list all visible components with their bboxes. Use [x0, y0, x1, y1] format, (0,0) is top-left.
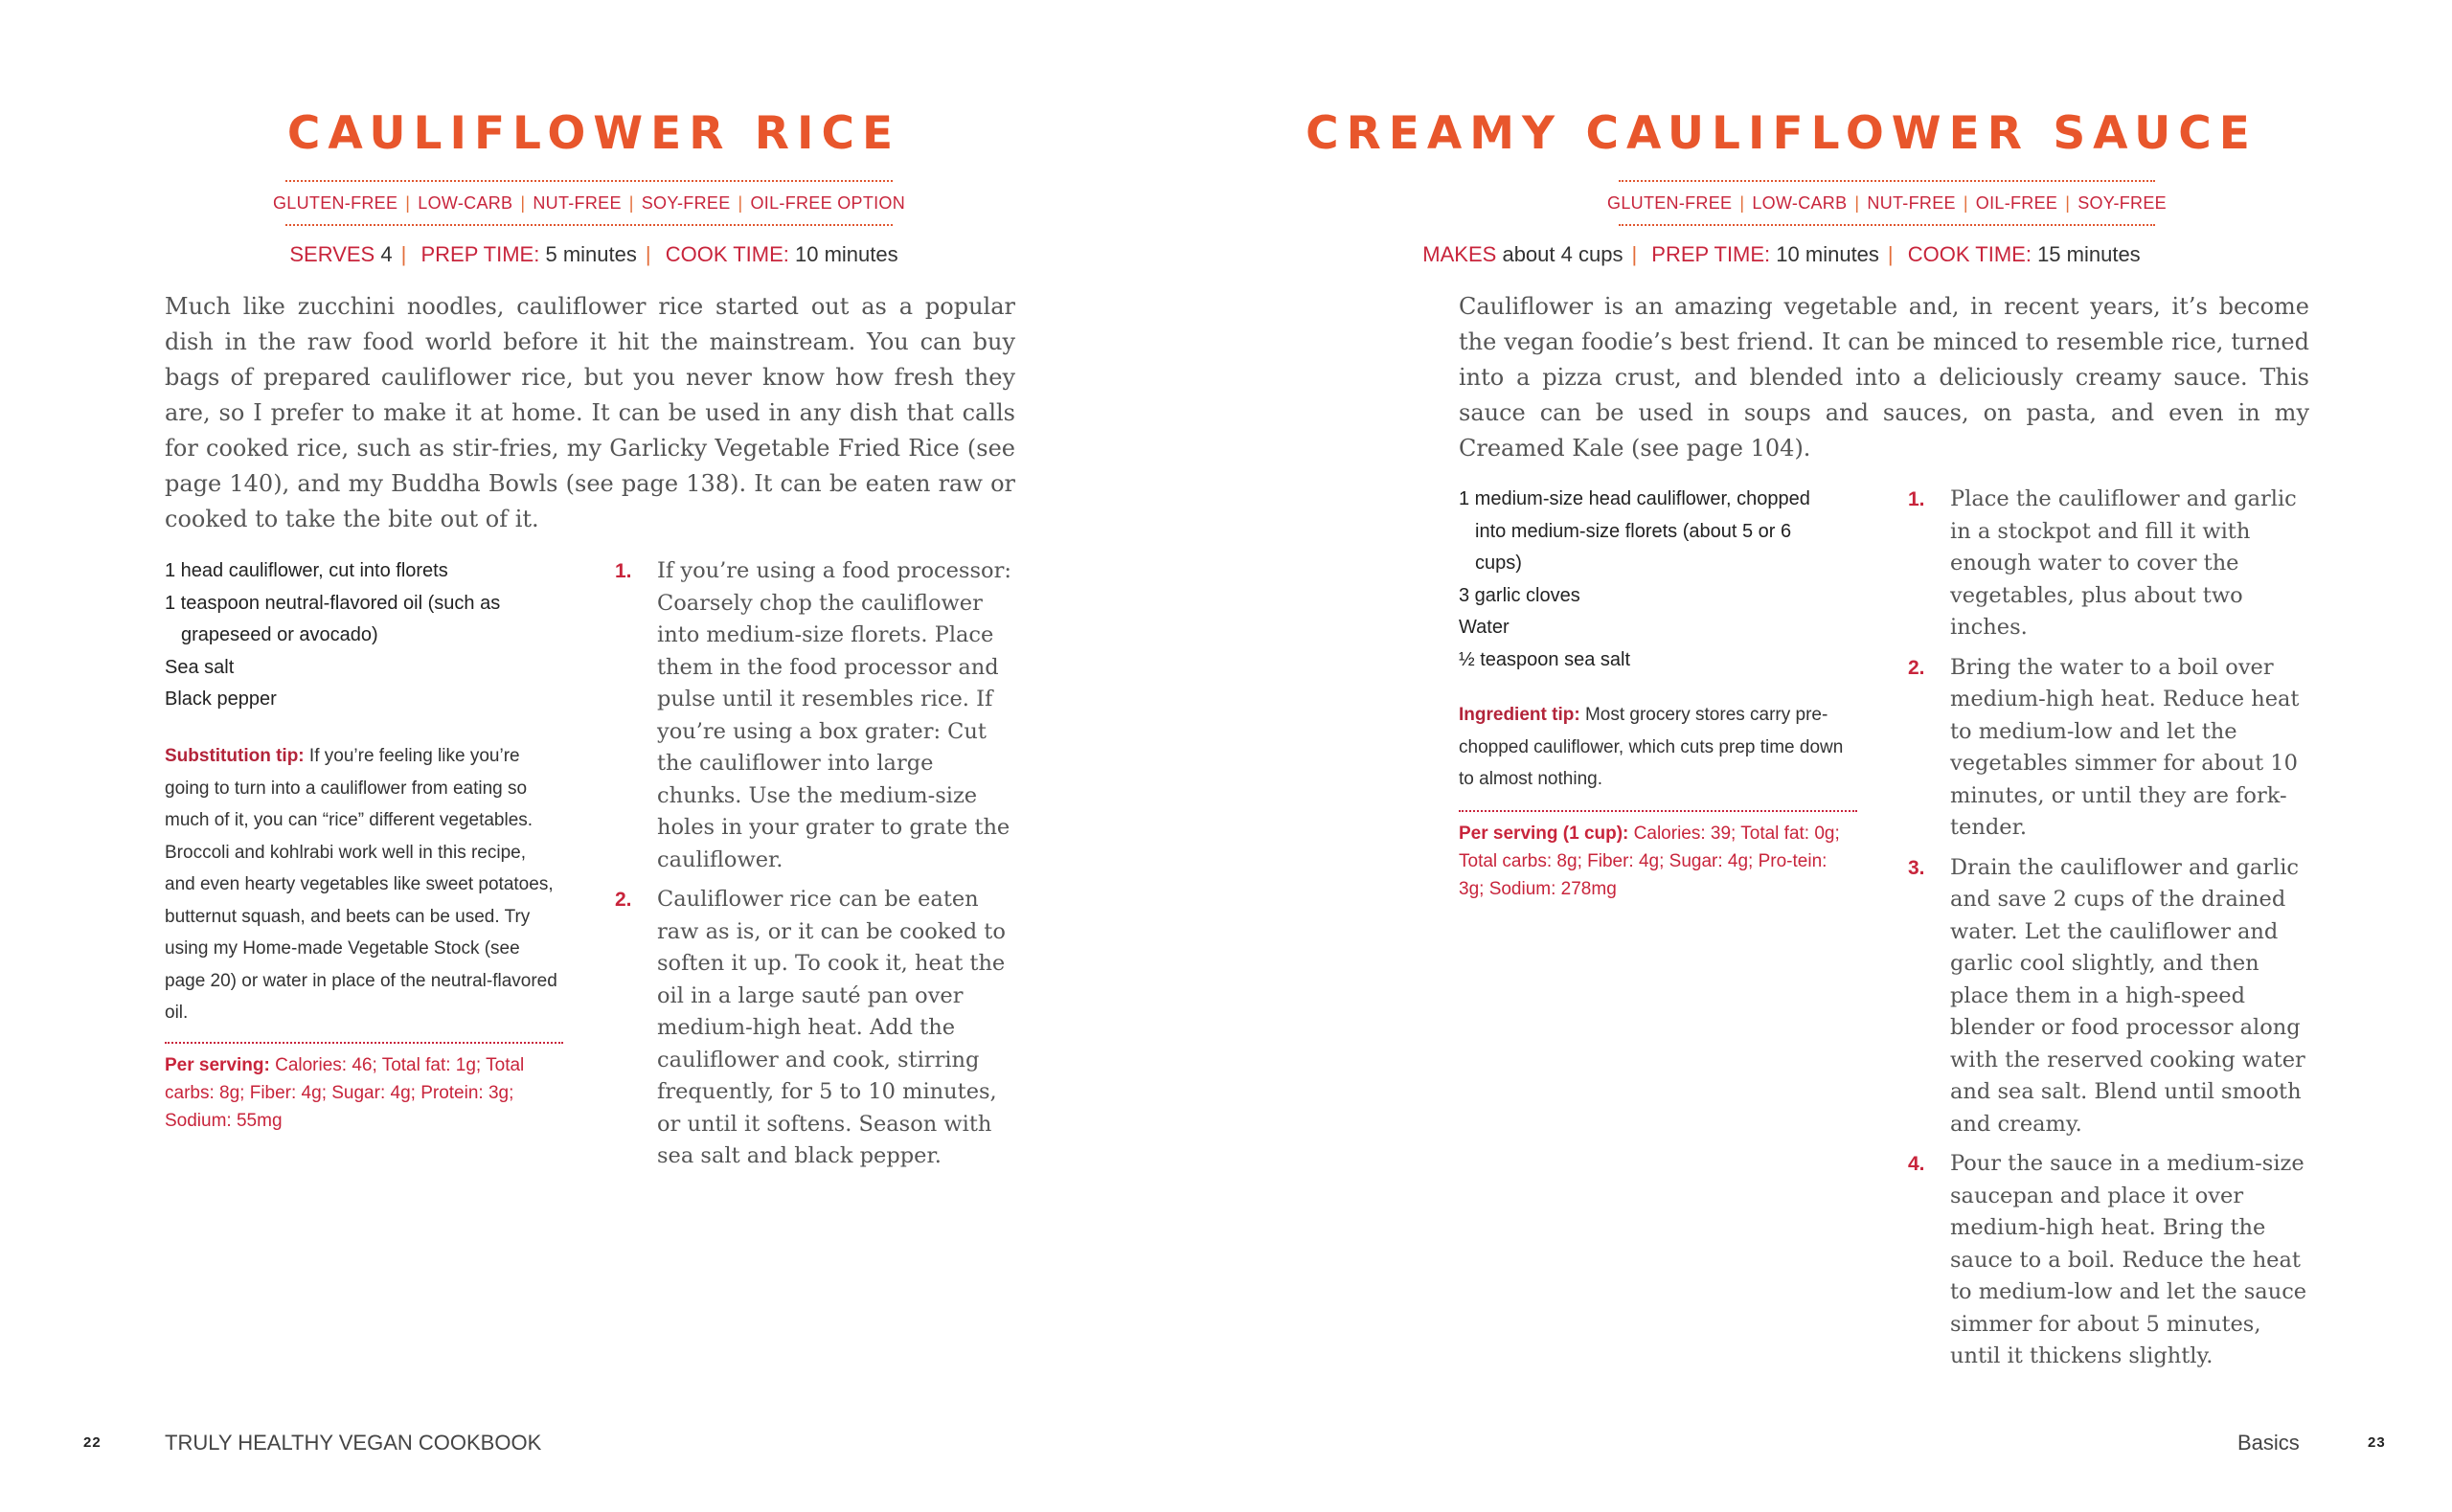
recipe-intro: Much like zucchini noodles, cauliflower rice started out as a popular dish in the raw food world before it hit the mainstream. You can buy bags of prepared cauliflower rice, but you never know how fresh they are, so I prefer to make it at home. It can be used in any dish that calls for cooked rice, such as stir-fries, my Garlicky Vegetable Fried Rice (see page 140), and my Buddha Bowls (see page 138). It can be eaten raw or cooked to take the bite out of it. — [165, 293, 1015, 532]
step-item — [1908, 484, 2310, 644]
nutrition-info — [165, 1042, 563, 1135]
recipe-title: CAULIFLOWER RICE — [286, 107, 901, 160]
nutrition-text: Calories: 46; Total fat: 1g; Total carbs: 8g; Fiber: 4g; Sugar: 4g; Protein: 3g; Sodium: 55mg — [165, 1055, 525, 1131]
diet-tag: NUT-FREE — [533, 192, 622, 213]
diet-tags: GLUTEN-FREE | LOW-CARB | NUT-FREE | OIL-FREE | SOY-FREE — [1619, 180, 2155, 226]
step-number: 2. — [615, 889, 632, 911]
instruction-steps — [1908, 484, 2310, 1381]
diet-tag: GLUTEN-FREE — [1607, 192, 1733, 213]
ingredient-list — [165, 555, 548, 716]
makes-value: about 4 cups — [1502, 242, 1623, 266]
substitution-tip — [165, 740, 559, 1029]
ingredient-list — [1459, 484, 1842, 676]
right-page — [1226, 0, 2452, 1512]
step-number: 3. — [1908, 856, 1925, 879]
nutrition-label: Per serving (1 cup): — [1459, 824, 1629, 844]
diet-tag: NUT-FREE — [1867, 192, 1956, 213]
recipe-title: CREAMY CAULIFLOWER SAUCE — [1305, 107, 2258, 160]
cook-time-label: COOK TIME: — [665, 242, 789, 266]
prep-time-value: 10 minutes — [1776, 242, 1879, 266]
page-number: 23 — [2368, 1434, 2386, 1451]
ingredient-tip — [1459, 699, 1853, 796]
recipe-intro: Cauliflower is an amazing vegetable and, in recent years, it’s become the vegan foodie’s best friend. It can be minced to resemble rice, turned into a pizza crust, and blended into a deliciously creamy sauce. This sauce can be used in soups and sauces, on pasta, and even in my Creamed Kale (see page 104). — [1459, 293, 2309, 462]
step-text: Place the cauliflower and garlic in a stockpot and fill it with enough water to cover the vegetables, plus about two inches. — [1950, 486, 2297, 640]
step-text: Bring the water to a boil over medium-high heat. Reduce heat to medium-low and let the vegetables simmer for about 10 minutes, or until they are fork-tender. — [1950, 654, 2300, 840]
diet-tag: SOY-FREE — [641, 192, 731, 213]
diet-tag: LOW-CARB — [418, 192, 513, 213]
ingredient-item: Black pepper — [165, 688, 277, 710]
page-number: 22 — [83, 1434, 102, 1451]
ingredient-item: 3 garlic cloves — [1459, 584, 1580, 606]
tip-label: Ingredient tip: — [1459, 705, 1580, 725]
makes-label: MAKES — [1422, 242, 1497, 266]
diet-tag: SOY-FREE — [2077, 192, 2167, 213]
tip-text: Most grocery stores carry pre-chopped cauliflower, which cuts prep time down to almost nothing. — [1459, 705, 1844, 789]
nutrition-text: Calories: 39; Total fat: 0g; Total carbs: 8g; Fiber: 4g; Sugar: 4g; Pro-tein: 3g; Sodium: 278mg — [1459, 824, 1840, 899]
instruction-steps — [615, 555, 1022, 1181]
cook-time-label: COOK TIME: — [1907, 242, 2032, 266]
ingredient-item: ½ teaspoon sea salt — [1459, 648, 1631, 670]
step-text: Pour the sauce in a medium-size saucepan and place it over medium-high heat. Bring the sauce to a boil. Reduce the heat to medium-low and let the sauce simmer for about 5 minutes, until it thickens slightly. — [1950, 1151, 2307, 1368]
diet-tags: GLUTEN-FREE | LOW-CARB | NUT-FREE | SOY-FREE | OIL-FREE OPTION — [285, 180, 893, 226]
serves-label: SERVES — [289, 242, 375, 266]
step-item — [615, 884, 1022, 1173]
diet-tag: OIL-FREE — [1975, 192, 2058, 213]
tip-text: If you’re feeling like you’re going to turn into a cauliflower from eating so much of it, you can “rice” different vegetables. Broccoli and kohlrabi work well in this recipe, and even hearty vegetables like sweet potatoes, butternut squash, and beets can be used. Try using my Home-made Vegetable Stock (see page 20) or water in place of the neutral-flavored oil. — [165, 746, 557, 1023]
recipe-meta: MAKES about 4 cups | PREP TIME: 10 minutes | COOK TIME: 15 minutes — [1422, 242, 2141, 266]
ingredient-item: Water — [1459, 617, 1510, 638]
diet-tag: OIL-FREE OPTION — [750, 192, 906, 213]
cook-time-value: 10 minutes — [795, 242, 898, 266]
nutrition-info — [1459, 810, 1857, 903]
diet-tag: GLUTEN-FREE — [272, 192, 398, 213]
recipe-meta: SERVES 4 | PREP TIME: 5 minutes | COOK TIME: 10 minutes — [289, 242, 898, 266]
step-item — [615, 555, 1022, 876]
step-text: Drain the cauliflower and garlic and save 2 cups of the drained water. Let the cauliflower and garlic cool slightly, and then place them in a high-speed blender or food processor along with the reserved cooking water and sea salt. Blend until smooth and creamy. — [1950, 854, 2305, 1137]
step-number: 2. — [1908, 656, 1925, 679]
running-head: Basics — [2237, 1431, 2300, 1455]
ingredient-item: 1 head cauliflower, cut into florets — [165, 560, 448, 581]
tip-label: Substitution tip: — [165, 746, 305, 766]
serves-value: 4 — [380, 242, 393, 266]
prep-time-label: PREP TIME: — [420, 242, 540, 266]
ingredient-item: Sea salt — [165, 656, 235, 678]
step-text: If you’re using a food processor: Coarsely chop the cauliflower into medium-size florets. Place them in the food processor and pulse until it resembles rice. If you’re using a box grater: Cut the cauliflower into large chunks. Use the medium-size holes in your grater to grate the cauliflower. — [657, 558, 1011, 872]
step-item — [1908, 652, 2310, 845]
ingredient-item: 1 teaspoon neutral-flavored oil (such as grapeseed or avocado) — [165, 592, 501, 645]
step-text: Cauliflower rice can be eaten raw as is, or it can be cooked to soften it up. To cook it, heat the oil in a large sauté pan over medium-high heat. Add the cauliflower and cook, stirring frequently, for 5 to 10 minutes, or until it softens. Season with sea salt and black pepper. — [657, 887, 1006, 1168]
prep-time-value: 5 minutes — [545, 242, 637, 266]
cook-time-value: 15 minutes — [2037, 242, 2141, 266]
step-number: 4. — [1908, 1153, 1925, 1175]
nutrition-label: Per serving: — [165, 1055, 270, 1075]
step-number: 1. — [1908, 488, 1925, 510]
step-item — [1908, 1148, 2310, 1373]
ingredient-item: 1 medium-size head cauliflower, chopped into medium-size florets (about 5 or 6 cups) — [1459, 488, 1810, 574]
step-item — [1908, 852, 2310, 1141]
running-head: TRULY HEALTHY VEGAN COOKBOOK — [165, 1431, 542, 1455]
step-number: 1. — [615, 560, 632, 582]
prep-time-label: PREP TIME: — [1651, 242, 1771, 266]
diet-tag: LOW-CARB — [1752, 192, 1848, 213]
